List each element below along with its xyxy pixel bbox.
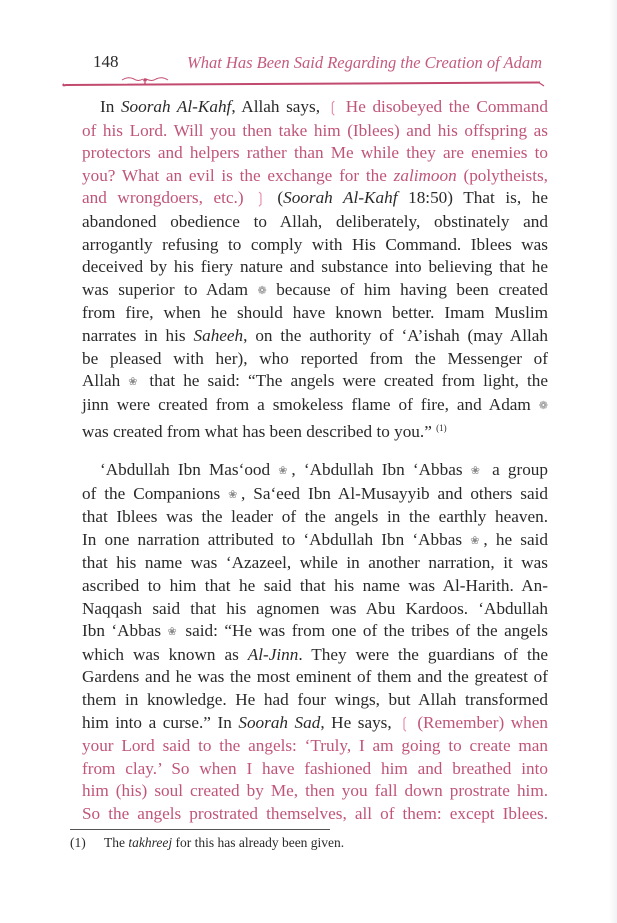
text-span: because of him having been created <box>266 279 548 299</box>
honorific-icon: ❀ <box>228 488 241 501</box>
text-span: Saheeh <box>193 325 244 345</box>
text-span: jinn were created from a smokeless flame of fire, and Adam <box>82 394 539 414</box>
line: Naqqash said that his agnomen was Abu Kardoos. ‘Abdullah <box>82 598 548 618</box>
quran-line <box>82 165 548 188</box>
line: that Iblees was the leader of the angels in the earthly heaven. <box>82 507 548 527</box>
text-span: Allah <box>82 371 129 391</box>
line: them in knowledge. He had four wings, but Allah transformed <box>82 689 548 709</box>
text-span: of the Companions <box>82 483 229 503</box>
text-span: In one narration attributed to ‘Abdullah Ibn ‘Abbas <box>82 529 471 549</box>
text-span: was created from what has been described to you.” <box>82 422 437 442</box>
quran-line: of his Lord. Will you then take him (Iblees) and his offspring as <box>82 120 548 140</box>
honorific-icon: ❀ <box>470 534 484 547</box>
footnote <box>70 835 344 851</box>
text-span: . They were the guardians of the <box>298 644 548 664</box>
line: Gardens and he was the most eminent of them and the greatest of <box>82 667 548 687</box>
text-span: narrates in his <box>82 325 194 345</box>
text-span: a group <box>483 460 548 479</box>
line <box>82 483 548 507</box>
text-span: him into a curse.” In <box>82 712 239 732</box>
quran-line: him (his) soul created by Me, then you fall down prostrate him. <box>82 781 548 801</box>
page-edge-shadow <box>609 0 617 923</box>
text-span: 18:50) That is, he <box>397 188 548 208</box>
line: ascribed to him that he said that his name was Al-Harith. An- <box>82 575 548 595</box>
line <box>82 370 548 394</box>
text-span: which was known as <box>82 644 248 664</box>
line <box>82 620 548 644</box>
line <box>82 529 548 553</box>
line <box>82 417 548 444</box>
line: be pleased with her), who reported from the Messenger of <box>82 348 548 368</box>
header-ornament-rule <box>60 70 550 88</box>
text-span: you? What an evil is the exchange for the <box>82 165 394 185</box>
text-span: , Sa‘eed Ibn Al-Musayyib and others said <box>241 483 548 503</box>
honorific-icon: ❀ <box>128 376 142 389</box>
text-span: , He says, <box>320 712 399 732</box>
line: from fire, when he should have known better. Imam Muslim <box>82 303 548 323</box>
honorific-icon: ❀ <box>470 465 484 477</box>
text-span: , Allah says, <box>231 97 327 116</box>
line <box>82 325 548 348</box>
text-span: (polytheists, <box>456 165 548 185</box>
text-span: said: “He was from one of the tribes of the angels <box>178 621 548 641</box>
quran-open-bracket-icon: ❲ <box>326 100 340 116</box>
line <box>82 712 548 736</box>
line <box>82 96 548 120</box>
text-span: for this has already been given. <box>172 835 345 850</box>
surah-name: Soorah Al-Kahf <box>120 97 232 116</box>
text-span: Soorah Al-Kahf <box>283 188 398 208</box>
text-span: and wrongdoers, etc.) <box>82 188 255 208</box>
text-span: Soorah Sad <box>238 712 321 732</box>
quran-line: So the angels prostrated themselves, all of them: except Iblees. <box>82 803 548 823</box>
honorific-icon: ❀ <box>278 465 292 477</box>
text-span: zalimoon <box>393 165 457 185</box>
line <box>82 459 548 483</box>
text-span: ( <box>266 188 284 208</box>
text-span: In <box>100 97 121 116</box>
line: arrogantly refusing to comply with His Command. Iblees was <box>82 234 548 254</box>
line <box>82 279 548 303</box>
text-span: The <box>104 835 129 850</box>
text-span: , ‘Abdullah Ibn ‘Abbas <box>291 460 471 479</box>
page-number: 148 <box>93 52 119 71</box>
honorific-icon: ❁ <box>538 399 548 412</box>
line: that his name was ‘Azazeel, while in another narration, it was <box>82 553 548 573</box>
footnote-reference[interactable]: (1) <box>436 423 447 434</box>
quran-line: your Lord said to the angels: ‘Truly, I am going to create man <box>82 736 548 756</box>
quran-line: from clay.’ So when I have fashioned him and breathed into <box>82 758 548 778</box>
quran-text: He disobeyed the Command <box>339 97 548 116</box>
text-span: , he said <box>483 529 548 549</box>
line: abandoned obedience to Allah, deliberately, obstinately and <box>82 211 548 231</box>
honorific-icon: ❁ <box>257 284 267 297</box>
line <box>82 394 548 418</box>
honorific-icon: ❀ <box>167 626 179 639</box>
text-span: , on the authority of ‘A’ishah (may Allah <box>243 325 549 345</box>
text-span: Al-Jinn <box>247 644 299 664</box>
text-span: was superior to Adam <box>82 279 258 299</box>
text-span: (Remember) when <box>410 712 548 732</box>
quran-line: protectors and helpers rather than Me while they are enemies to <box>82 143 548 163</box>
line: deceived by his fiery nature and substance into believing that he <box>82 257 548 277</box>
paragraph-1 <box>82 96 548 444</box>
line <box>82 644 548 667</box>
text-span: that he said: “The angels were created from light, the <box>141 371 548 391</box>
running-title: What Has Been Said Regarding the Creation of Adam <box>186 53 542 72</box>
line <box>82 187 548 211</box>
text-span: ‘Abdullah Ibn Mas‘ood <box>100 460 279 479</box>
footnote-divider <box>70 829 330 830</box>
page-header <box>60 52 550 88</box>
quran-open-bracket-icon: ❲ <box>398 715 411 732</box>
text-span: Ibn ‘Abbas <box>82 621 168 641</box>
quran-close-bracket-icon: ❳ <box>254 191 267 208</box>
paragraph-2 <box>82 459 548 826</box>
text-span: takhreej <box>128 835 173 850</box>
footnote-marker: (1) <box>70 835 86 850</box>
